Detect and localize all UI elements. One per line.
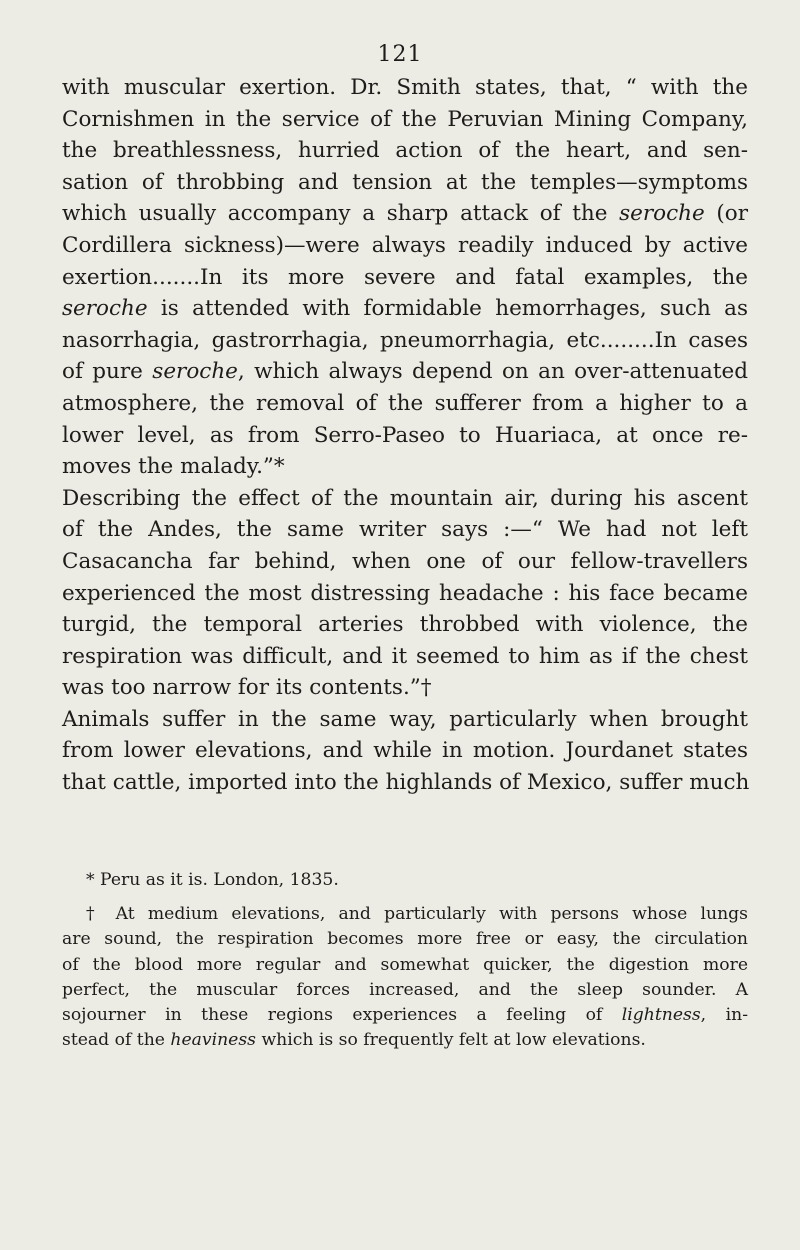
text-line: Casacancha far behind, when one of our fellow-travellers bbox=[62, 548, 748, 574]
text-line: of pure seroche, which always depend on an over-attenuated bbox=[62, 359, 748, 385]
text-line: was too narrow for its contents.”† bbox=[62, 675, 432, 701]
text-line: atmosphere, the removal of the sufferer from a higher to a bbox=[62, 390, 748, 416]
text-line: with muscular exertion. Dr. Smith states, that, “ with the bbox=[62, 75, 748, 100]
text-line: lower level, as from Serro-Paseo to Huariaca, at once re- bbox=[62, 422, 748, 448]
text-line: Cornishmen in the service of the Peruvian Mining Company, bbox=[62, 106, 748, 132]
text-line: experienced the most distressing headache : his face became bbox=[62, 580, 748, 606]
footnote-line: * Peru as it is. London, 1835. bbox=[86, 870, 339, 890]
text-line: of the Andes, the same writer says :—“ We had not left bbox=[62, 517, 748, 543]
text-line: nasorrhagia, gastrorrhagia, pneumorrhagia, etc........In cases bbox=[62, 327, 748, 353]
footnotes bbox=[62, 868, 748, 1053]
text-line: moves the malady.”* bbox=[62, 454, 285, 480]
text-line: Animals suffer in the same way, particularly when brought bbox=[62, 706, 748, 732]
text-line: Cordillera sickness)—were always readily induced by active bbox=[62, 232, 748, 258]
body-text bbox=[62, 72, 748, 799]
footnote-line: † At medium elevations, and particularly with persons whose lungs bbox=[86, 904, 748, 925]
text-line: Describing the effect of the mountain air, during his ascent bbox=[62, 485, 748, 511]
text-line: that cattle, imported into the highlands of Mexico, suffer much bbox=[62, 770, 750, 796]
text-line: which usually accompany a sharp attack of the seroche (or bbox=[62, 201, 748, 227]
text-line: sation of throbbing and tension at the temples—symptoms bbox=[62, 169, 748, 195]
footnote-line: sojourner in these regions experiences a feeling of lightness, in- bbox=[62, 1004, 748, 1025]
footnote-line: are sound, the respiration becomes more free or easy, the circulation bbox=[62, 929, 748, 950]
text-line: seroche is attended with formidable hemorrhages, such as bbox=[62, 296, 748, 322]
text-line: exertion.......In its more severe and fatal examples, the bbox=[62, 264, 748, 290]
footnote-line: of the blood more regular and somewhat quicker, the digestion more bbox=[62, 954, 748, 975]
text-line: the breathlessness, hurried action of the heart, and sen- bbox=[62, 138, 748, 164]
page-number: 121 bbox=[377, 42, 423, 67]
text-line: from lower elevations, and while in motion. Jourdanet states bbox=[62, 738, 748, 764]
text-line: turgid, the temporal arteries throbbed with violence, the bbox=[62, 612, 748, 638]
text-line: respiration was difficult, and it seemed to him as if the chest bbox=[62, 643, 748, 669]
footnote-line: perfect, the muscular forces increased, and the sleep sounder. A bbox=[62, 979, 748, 1000]
footnote-line: stead of the heaviness which is so frequently felt at low elevations. bbox=[62, 1030, 646, 1051]
